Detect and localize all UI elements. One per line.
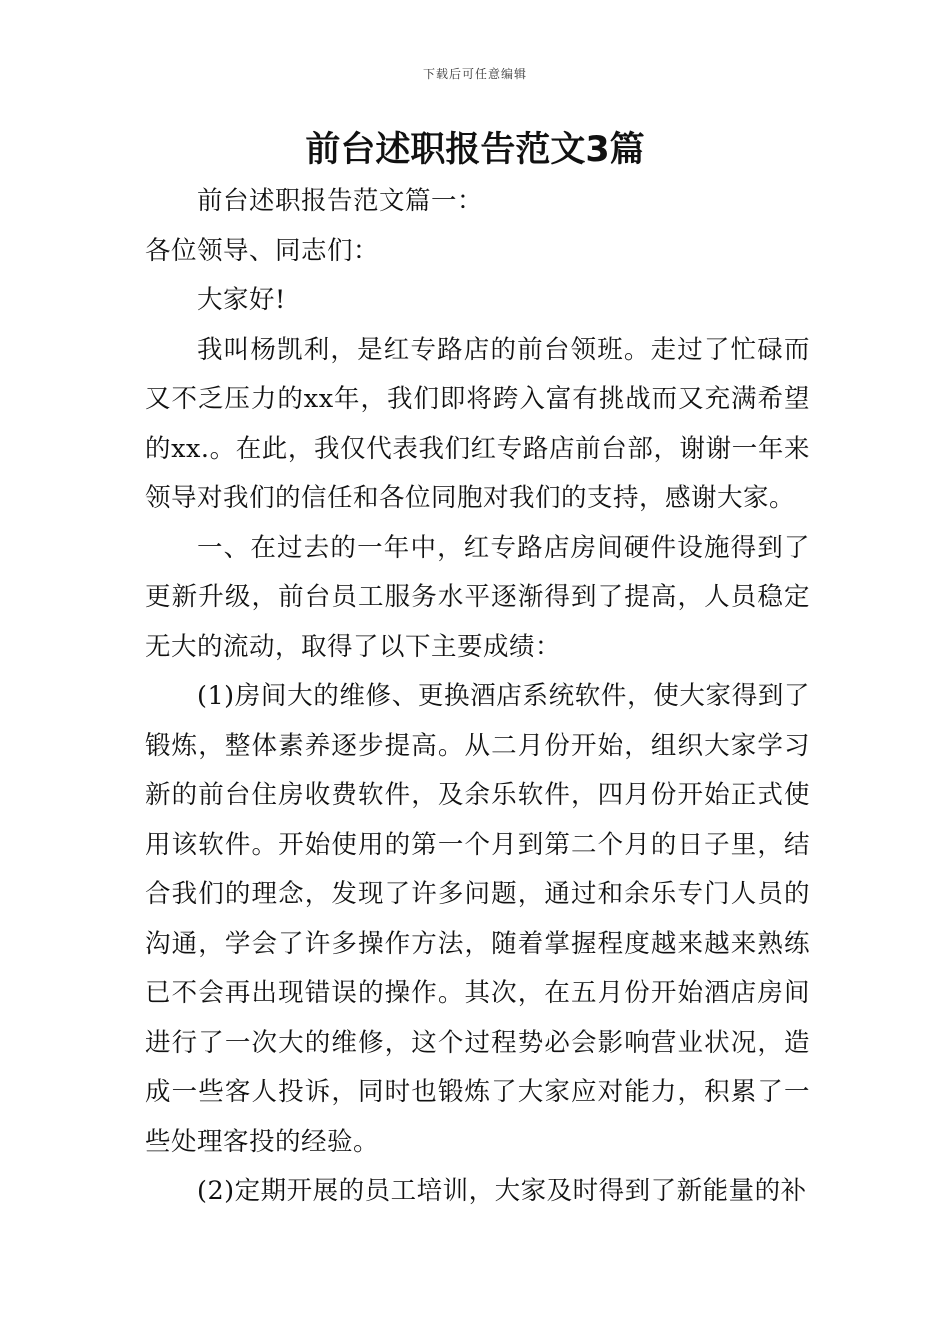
paragraph-item-2: (2)定期开展的员工培训，大家及时得到了新能量的补 <box>197 1176 807 1206</box>
paragraph-achievements: 一、在过去的一年中，红专路店房间硬件设施得到了更新升级，前台员工服务水平逐渐得到了提高，人员稳定无大的流动，取得了以下主要成绩： <box>145 532 810 662</box>
header-note: 下载后可任意编辑 <box>422 67 527 81</box>
paragraph-intro: 我叫杨凯利，是红专路店的前台领班。走过了忙碌而又不乏压力的xx年，我们即将跨入富有挑战而又充满希望的xx.。在此，我仅代表我们红专路店前台部，谢谢一年来领导对我们的信任和各位同胞对我们的支持，感谢大家。 <box>145 334 810 513</box>
section-heading: 前台述职报告范文篇一： <box>197 186 484 216</box>
document-body <box>145 177 810 1217</box>
salutation: 各位领导、同志们： <box>145 235 380 266</box>
paragraph-item-1: (1)房间大的维修、更换酒店系统软件，使大家得到了锻炼，整体素养逐步提高。从二月份开始，组织大家学习新的前台住房收费软件，及余乐软件，四月份开始正式使用该软件。开始使用的第一个月到第二个月的日子里，结合我们的理念，发现了许多问题，通过和余乐专门人员的沟通，学会了许多操作方法，随着掌握程度越来越来熟练已不会再出现错误的操作。其次，在五月份开始酒店房间进行了一次大的维修，这个过程势必会影响营业状况，造成一些客人投诉，同时也锻炼了大家应对能力，积累了一些处理客投的经验。 <box>145 681 810 1157</box>
greeting: 大家好! <box>197 285 286 315</box>
document-title: 前台述职报告范文3篇 <box>305 130 645 170</box>
